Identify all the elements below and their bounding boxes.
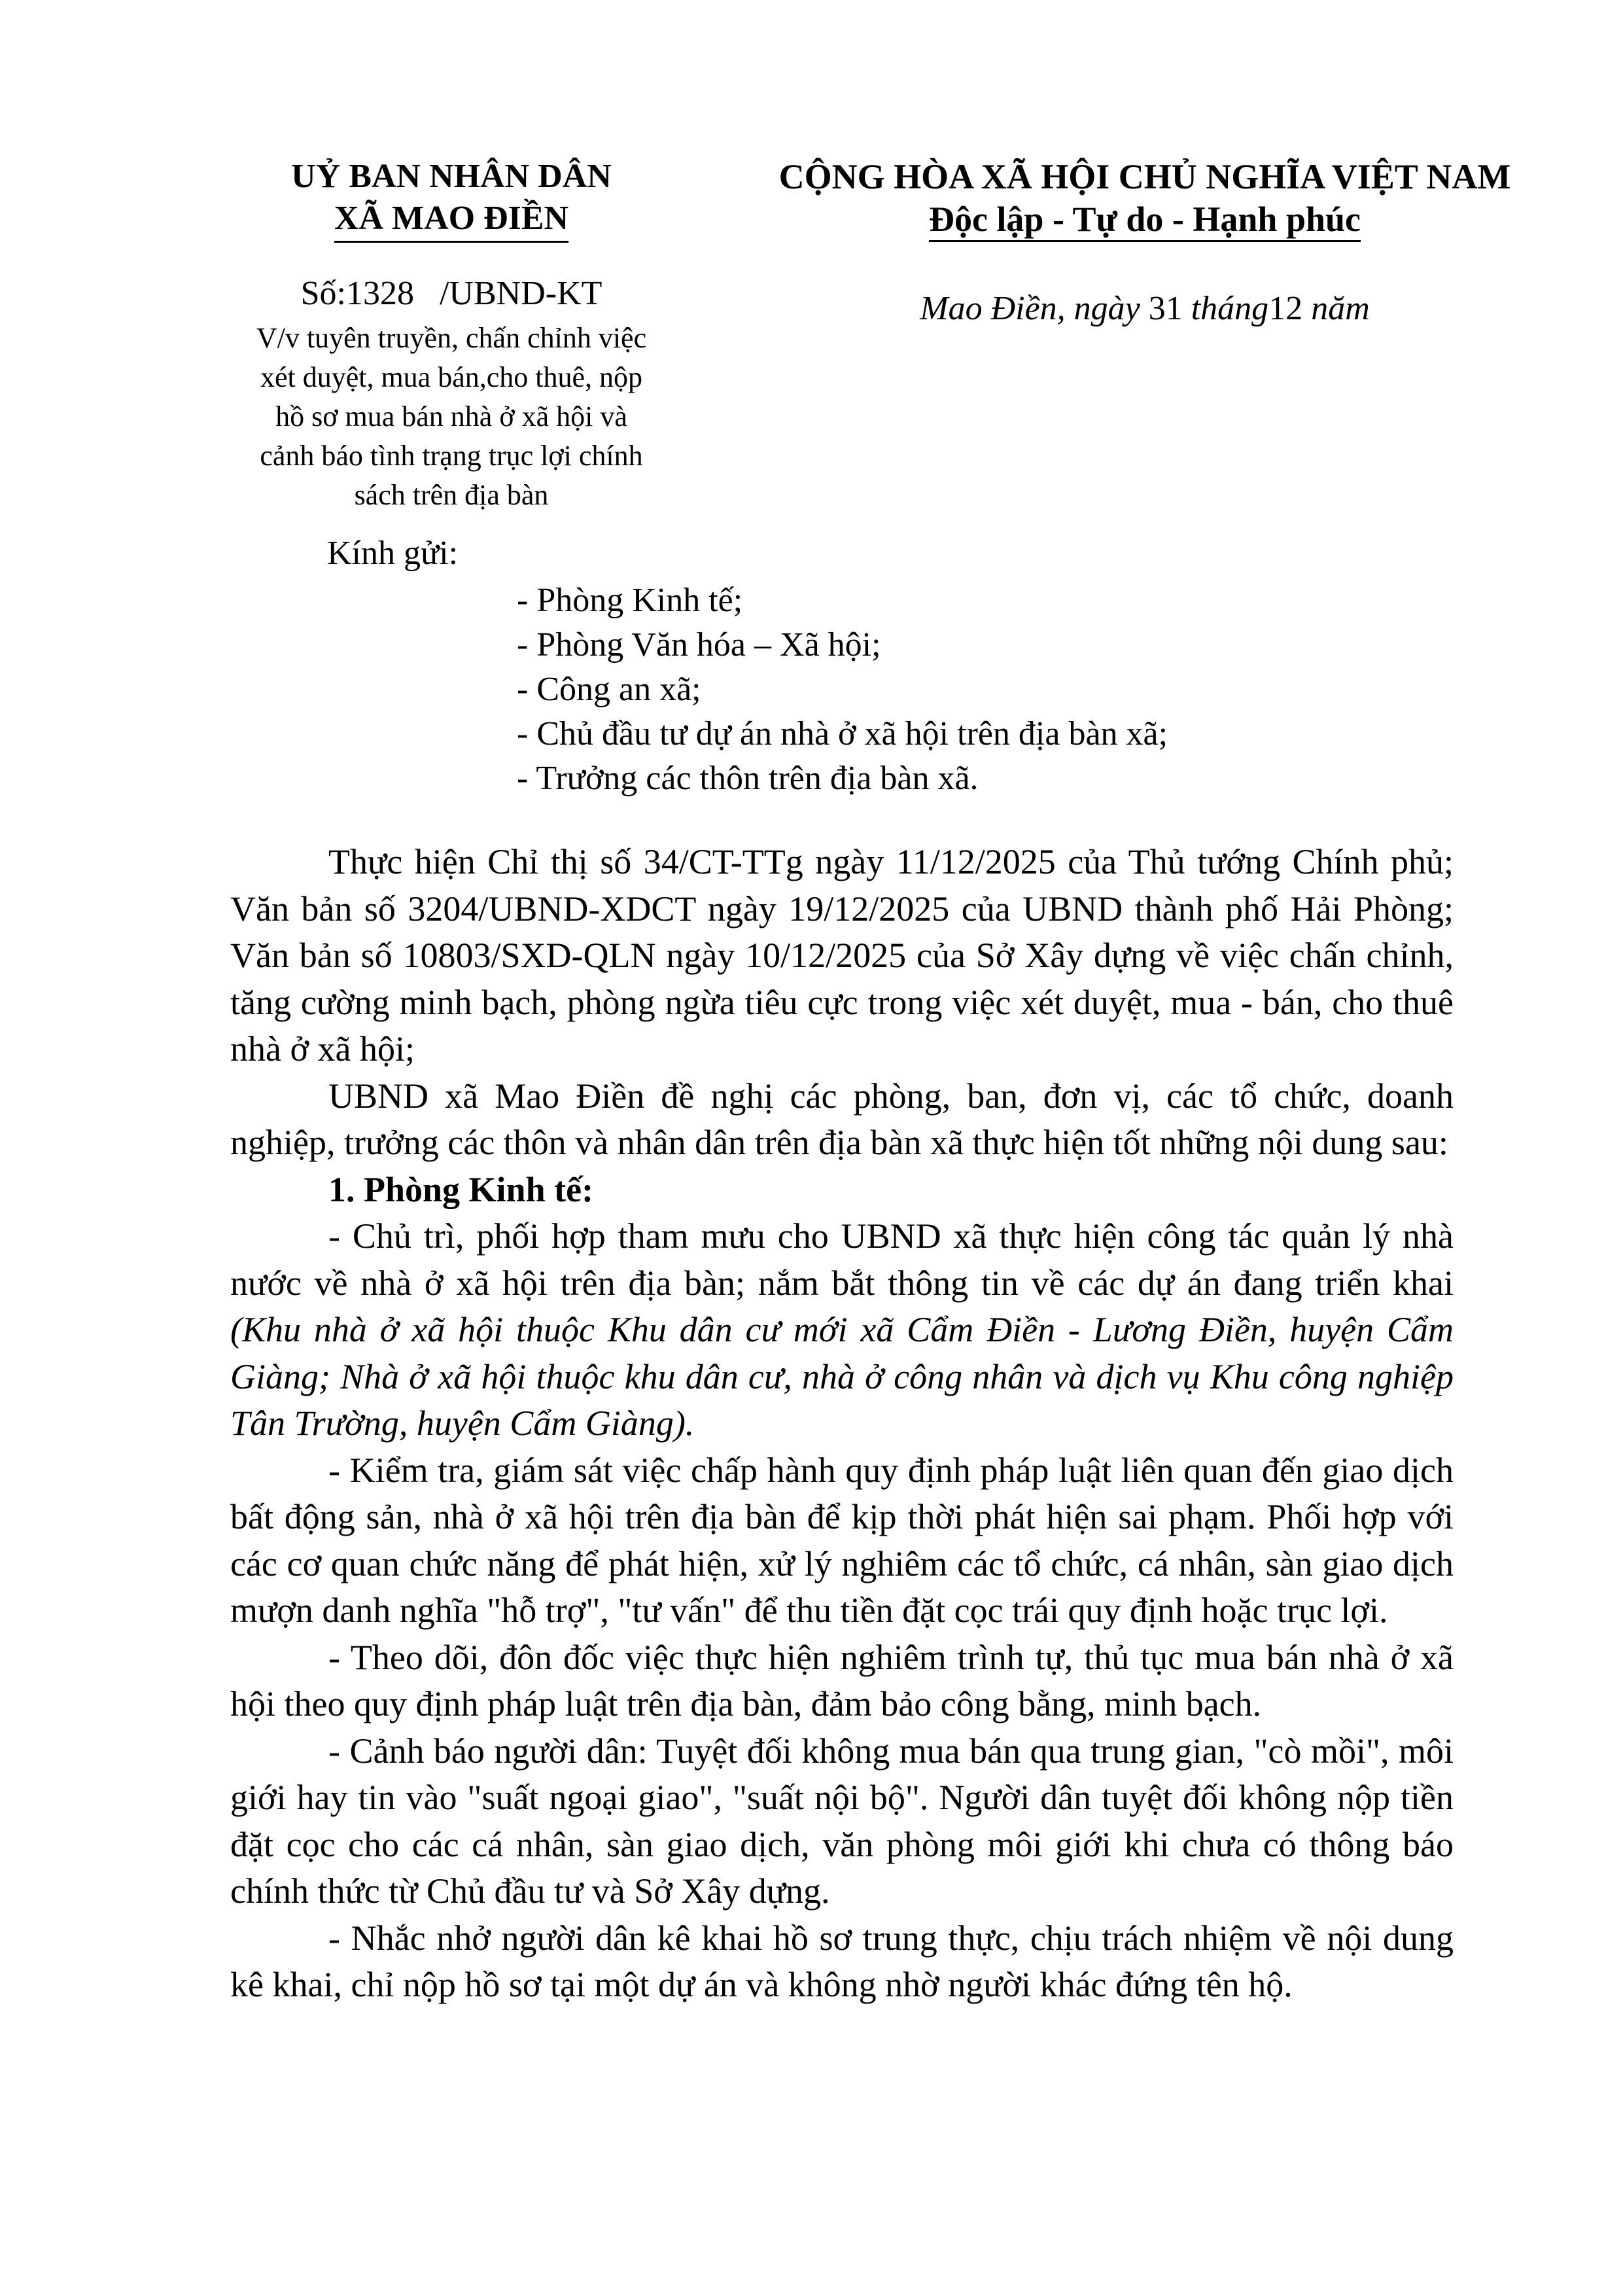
national-header [713, 156, 1577, 330]
body-paragraph-directive: Thực hiện Chỉ thị số 34/CT-TTg ngày 11/12/2025 của Thủ tướng Chính phủ; Văn bản số 3204/UBND-XDCT ngày 19/12/2025 của UBND thành phố Hải Phòng; Văn bản số 10803/SXD-QLN ngày 10/12/2025 của Sở Xây dựng về việc chấn chỉnh, tăng cường minh bạch, phòng ngừa tiêu cực trong việc xét duyệt, mua - bán, cho thuê nhà ở xã hội; [230, 842, 1454, 1069]
subject-line: xét duyệt, mua bán,cho thuê, nộp [260, 361, 643, 393]
date-month: 12 [1268, 290, 1303, 327]
section-item: - Cảnh báo người dân: Tuyệt đối không mua bán qua trung gian, "cò mồi", môi giới hay tin vào "suất ngoại giao", "suất nội bộ". Người dân tuyệt đối không nộp tiền đặt cọc cho các cá nhân, sàn giao dịch, văn phòng môi giới khi chưa có thông báo chính thức từ Chủ đầu tư và Sở Xây dựng. [230, 1731, 1454, 1911]
recipient-item: - Trưởng các thôn trên địa bàn xã. [517, 760, 979, 797]
document-body [230, 839, 1454, 2009]
recipient-list [517, 578, 1168, 801]
agency-commune-text: XÃ MAO ĐIỀN [334, 198, 568, 243]
subject-line: hồ sơ mua bán nhà ở xã hội và [275, 400, 627, 433]
subject-line: V/v tuyên truyền, chấn chỉnh việc [256, 322, 647, 354]
date-place: Mao Điền, ngày [920, 290, 1140, 327]
section-title: 1. Phòng Kinh tế: [328, 1169, 594, 1209]
section-item-text: - Chủ trì, phối hợp tham mưu cho UBND xã thực hiện công tác quản lý nhà nước về nhà ở xã hội trên địa bàn; nắm bắt thông tin về các dự án đang triển khai [230, 1216, 1454, 1303]
section-item: - Kiểm tra, giám sát việc chấp hành quy định pháp luật liên quan đến giao dịch bất động sản, nhà ở xã hội trên địa bàn để kịp thời phát hiện sai phạm. Phối hợp với các cơ quan chức năng để phát hiện, xử lý nghiêm các tổ chức, cá nhân, sàn giao dịch mượn danh nghĩa "hỗ trợ", "tư vấn" để thu tiền đặt cọc trái quy định hoặc trục lợi. [230, 1450, 1454, 1630]
recipient-item: - Công an xã; [517, 671, 701, 708]
recipient-item: - Chủ đầu tư dự án nhà ở xã hội trên địa bàn xã; [517, 715, 1168, 752]
recipient-item: - Phòng Kinh tế; [517, 582, 743, 619]
section-item: - Theo dõi, đôn đốc việc thực hiện nghiêm trình tự, thủ tục mua bán nhà ở xã hội theo quy định pháp luật trên địa bàn, đảm bảo công bằng, minh bạch. [230, 1637, 1454, 1723]
subject-line: cảnh báo tình trạng trục lợi chính [260, 440, 643, 472]
date-month-label: tháng [1191, 290, 1269, 327]
reference-number: Số:1328 /UBND-KT [300, 275, 602, 312]
recipient-item: - Phòng Văn hóa – Xã hội; [517, 626, 881, 663]
nation-title: CỘNG HÒA XÃ HỘI CHỦ NGHĨA VIỆT NAM [778, 157, 1511, 196]
date-day: 31 [1148, 290, 1183, 327]
subject-summary [196, 319, 707, 515]
section-item-italic: (Khu nhà ở xã hội thuộc Khu dân cư mới xã Cẩm Điền - Lương Điền, huyện Cẩm Giàng; Nhà ở xã hội thuộc khu dân cư, nhà ở công nhân và dịch vụ Khu công nghiệp Tân Trường, huyện Cẩm Giàng). [230, 1310, 1454, 1443]
section-item: - Nhắc nhở người dân kê khai hồ sơ trung thực, chịu trách nhiệm về nội dung kê khai, chỉ nộp hồ sơ tại một dự án và không nhờ người khác đứng tên hộ. [230, 1918, 1454, 2004]
issuer-block [196, 156, 707, 515]
national-motto-text: Độc lập - Tự do - Hạnh phúc [929, 200, 1361, 242]
date-line [713, 288, 1577, 330]
subject-line: sách trên địa bàn [354, 479, 549, 511]
greeting: Kính gửi: [327, 535, 459, 572]
date-year-label: năm [1311, 290, 1370, 327]
body-paragraph-request: UBND xã Mao Điền đề nghị các phòng, ban, đơn vị, các tổ chức, doanh nghiệp, trưởng các thôn và nhân dân trên địa bàn xã thực hiện tốt những nội dung sau: [230, 1076, 1454, 1162]
agency-commune [196, 198, 707, 243]
national-motto [713, 198, 1577, 241]
section-item [230, 1213, 1454, 1447]
agency-name: UỶ BAN NHÂN DÂN [291, 158, 612, 195]
